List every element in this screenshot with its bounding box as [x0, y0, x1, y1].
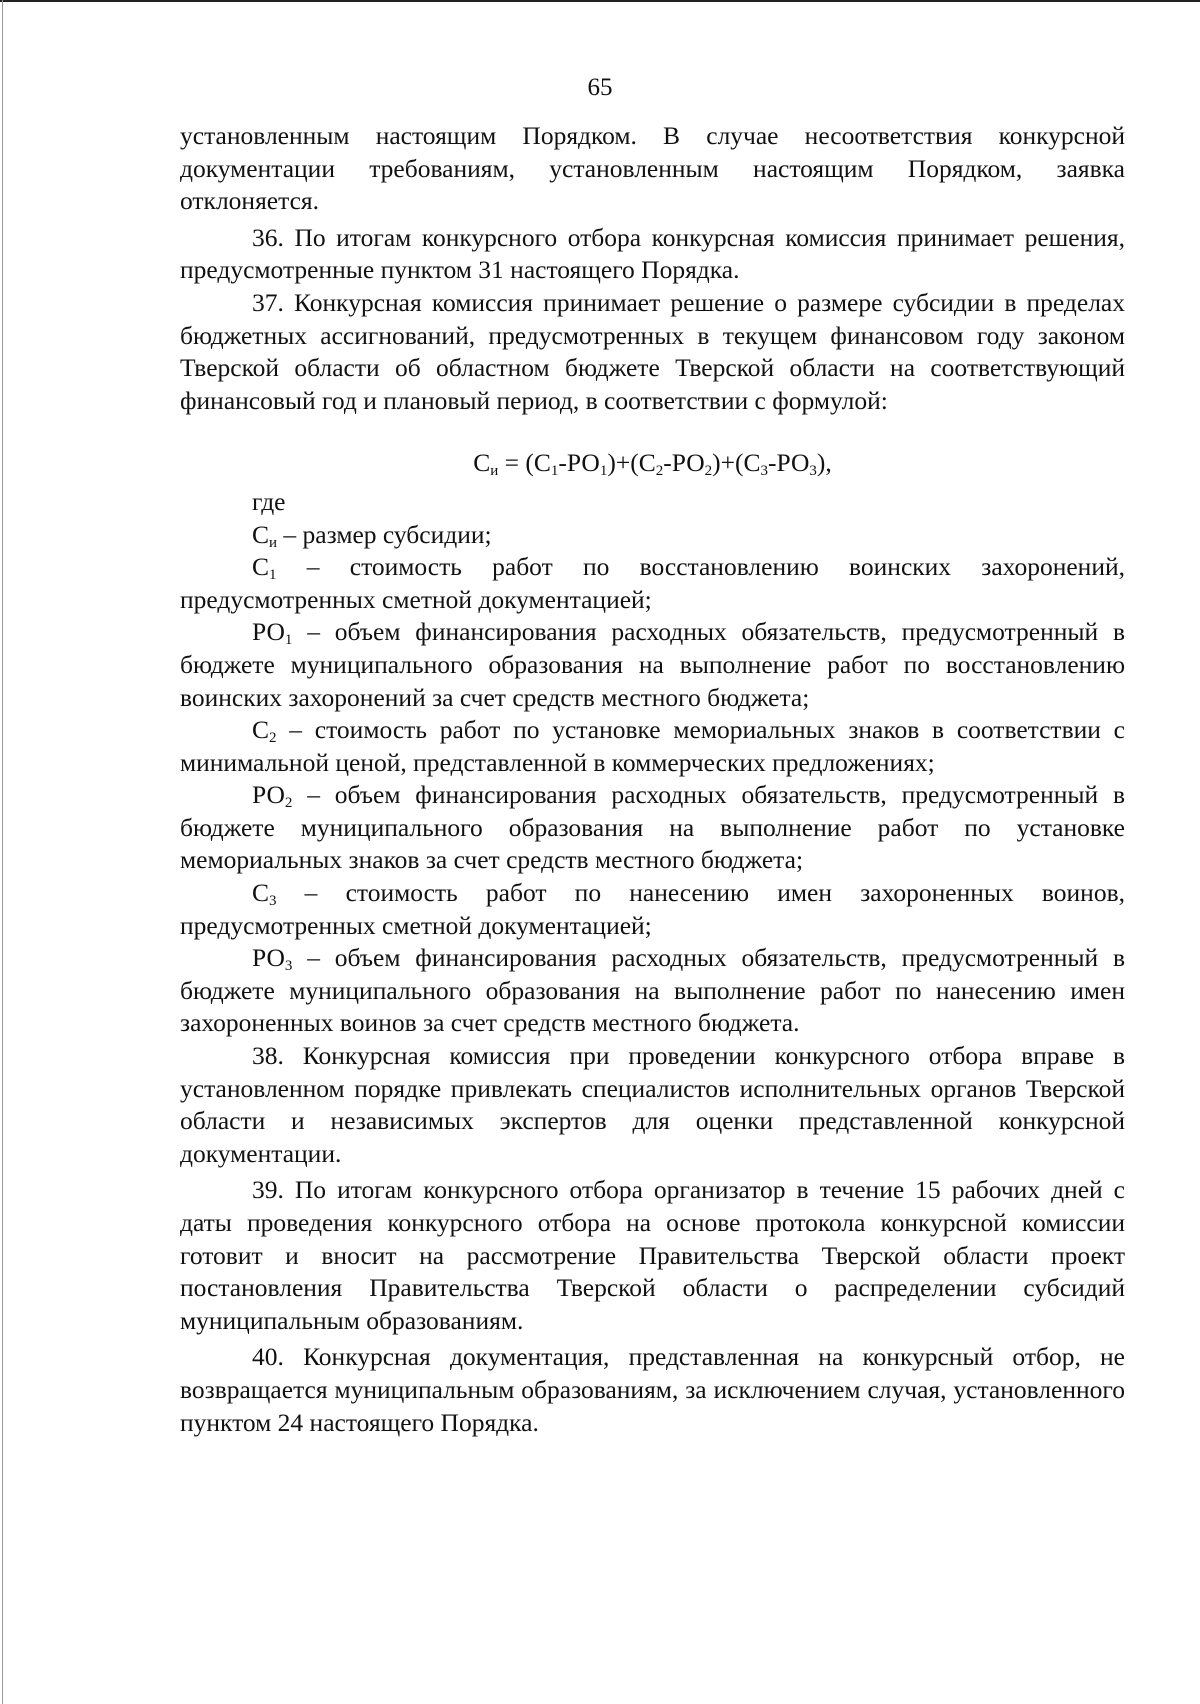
- definition-c1: $С_1$ – стоимость работ по восстановлению воинских захоронений, предусмотренных сметной документацией;: [180, 552, 1125, 614]
- definition-si: $С_и$ – размер субсидии;: [252, 519, 492, 551]
- definition-c2: $С_2$ – стоимость работ по установке мемориальных знаков в соответствии с минимальной ценой, представленной в коммерческих предложениях;: [180, 715, 1125, 777]
- definition-ro2: $РО_2$ – объем финансирования расходных обязательств, предусмотренный в бюджете муниципального образования на выполнение работ по установке мемориальных знаков за счет средств местного бюджета;: [180, 780, 1125, 875]
- paragraph-36: 36. По итогам конкурсного отбора конкурсная комиссия принимает решения, предусмотренные пунктом 31 настоящего Порядка.: [180, 222, 1125, 285]
- page-number: 65: [587, 74, 613, 101]
- definition-ro1: $РО_1$ – объем финансирования расходных обязательств, предусмотренный в бюджете муниципального образования на выполнение работ по восстановлению воинских захоронений за счет средств местного бюджета;: [180, 617, 1125, 712]
- paragraph-39: 39. По итогам конкурсного отбора организатор в течение 15 рабочих дней с даты проведения конкурсного отбора на основе протокола конкурсной комиссии готовит и вносит на рассмотрение Правительства Тверской области проект постановления Правительства Тверской области о распределении субсидий муниципальным образованиям.: [180, 1175, 1125, 1335]
- paragraph-continuation: установленным настоящим Порядком. В случае несоответствия конкурсной документации требованиям, установленным настоящим Порядком, заявка отклоняется.: [180, 121, 1125, 216]
- where-label: где: [252, 486, 286, 516]
- definition-c3: $С_3$ – стоимость работ по нанесению имен захороненных воинов, предусмотренных сметной документацией;: [180, 878, 1125, 940]
- paragraph-38: 38. Конкурсная комиссия при проведении конкурсного отбора вправе в установленном порядке привлекать специалистов исполнительных органов Тверской области и независимых экспертов для оценки представленной конкурсной документации.: [180, 1041, 1125, 1168]
- scan-edge-left: [2, 0, 3, 1704]
- scan-edge-top: [0, 0, 1200, 2]
- subsidy-formula: $С_и = (С_1-РО_1)+(С_2-РО_2)+(С_3-РО_3)$,: [473, 448, 832, 480]
- definition-ro3: $РО_3$ – объем финансирования расходных обязательств, предусмотренный в бюджете муниципального образования на выполнение работ по нанесению имен захороненных воинов за счет средств местного бюджета.: [180, 943, 1125, 1038]
- document-body: [180, 120, 1125, 1439]
- paragraph-40: 40. Конкурсная документация, представленная на конкурсный отбор, не возвращается муниципальным образованиям, за исключением случая, установленного пунктом 24 настоящего Порядка.: [180, 1342, 1125, 1437]
- paragraph-37: 37. Конкурсная комиссия принимает решение о размере субсидии в пределах бюджетных ассигнований, предусмотренных в текущем финансовом году законом Тверской области об областном бюджете Тверской области на соответствующий финансовый год и плановый период, в соответствии с формулой:: [180, 287, 1125, 415]
